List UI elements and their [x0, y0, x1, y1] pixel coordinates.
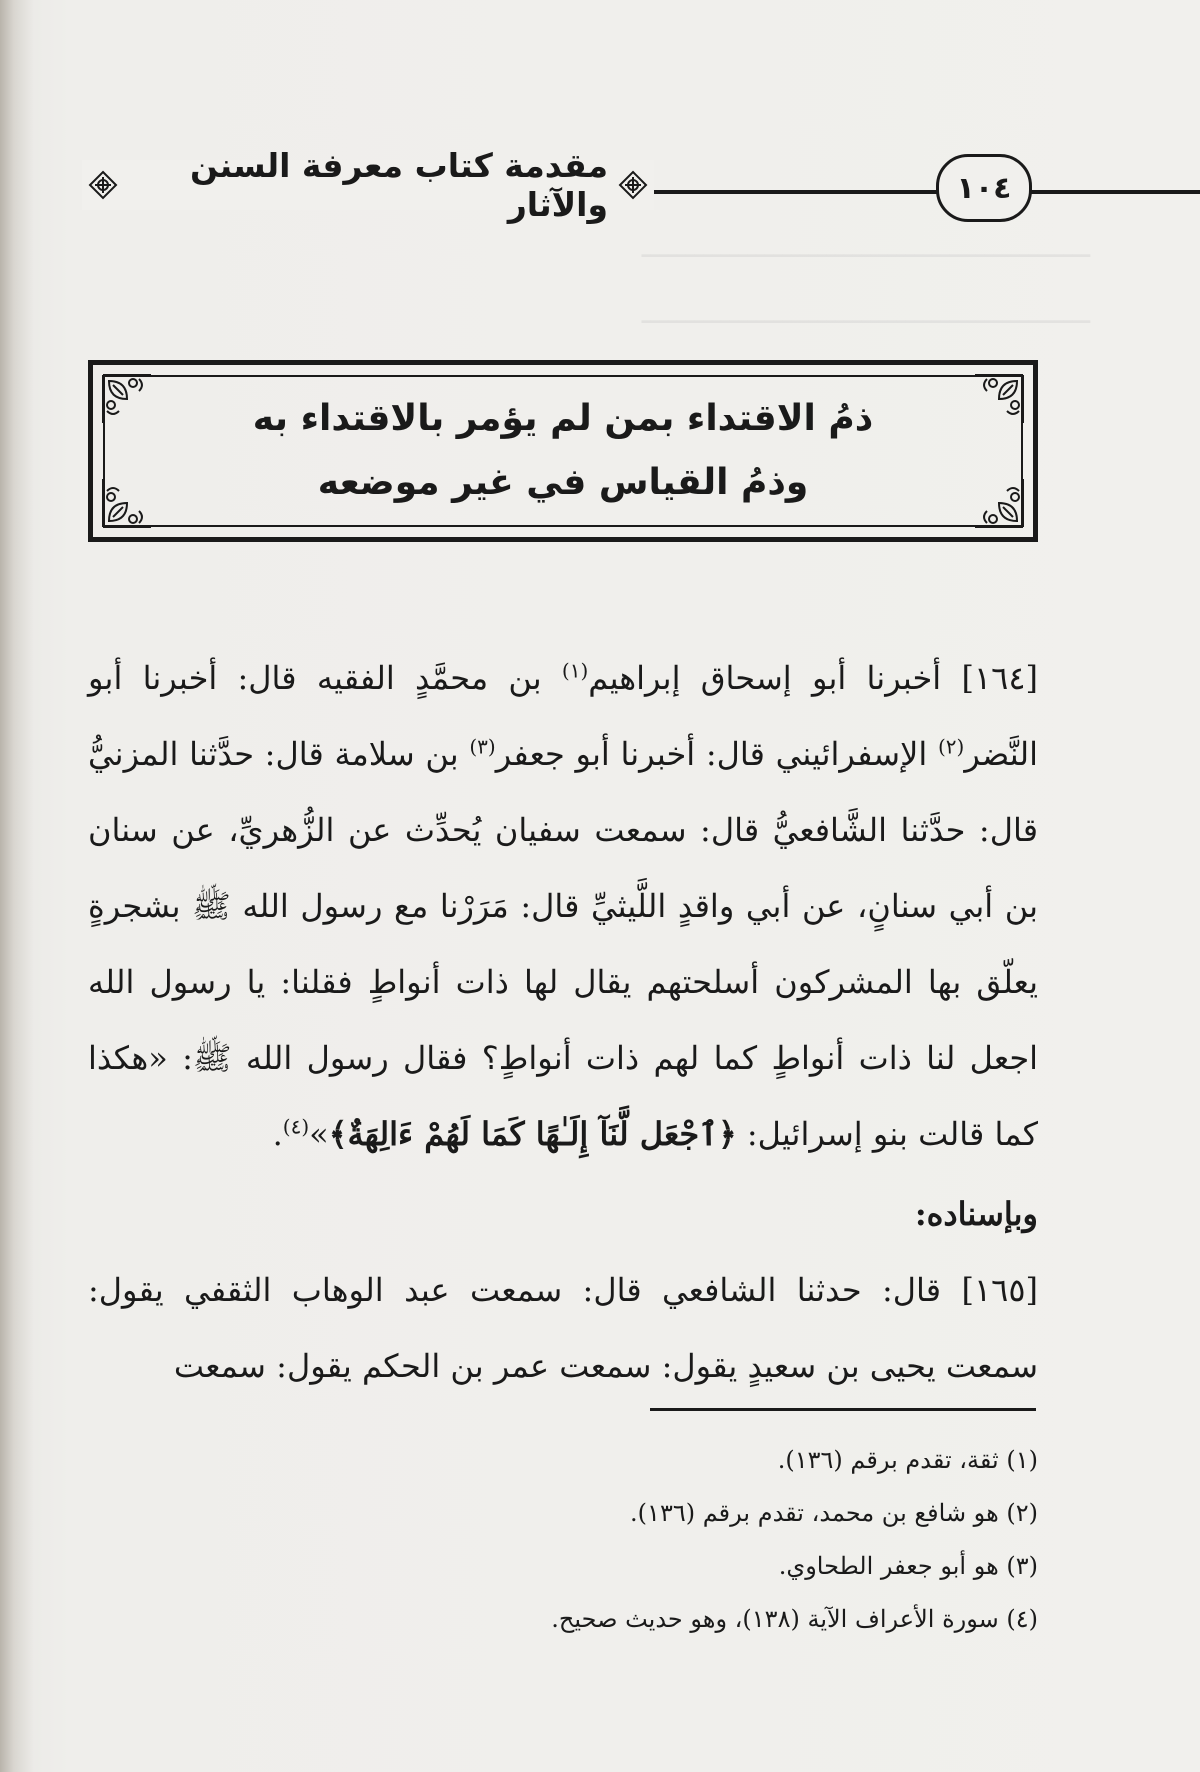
section-title	[153, 387, 973, 515]
show-through-text: ـــــــــــــــــــــــــــــــــــــــــــــــــــ	[641, 296, 1090, 331]
book-title: مقدمة كتاب معرفة السنن والآثار	[189, 146, 608, 224]
footnote-marker[interactable]: (٤)	[282, 1114, 310, 1139]
footnote-item: (٣) هو أبو جعفر الطحاوي.	[778, 1552, 1038, 1580]
footnotes	[88, 1434, 1038, 1646]
corner-ornament-icon	[99, 371, 155, 427]
subheading: وبإسناده:	[914, 1195, 1038, 1233]
footnote-rule	[650, 1408, 1036, 1411]
footnote-marker[interactable]: (٢)	[937, 734, 965, 759]
footnote-item: (٤) سورة الأعراف الآية (١٣٨)، وهو حديث صحيح.	[551, 1605, 1038, 1633]
text-run: .	[272, 1115, 283, 1153]
ornament-icon	[618, 170, 648, 200]
footnote-marker[interactable]: (٣)	[469, 734, 496, 759]
text-run: بن محمَّدٍ الفقيه قال: أخبرنا أبو النَّضر	[88, 659, 1039, 773]
quran-verse: ﴿ٱجْعَل لَّنَآ إِلَـٰهًا كَمَا لَهُمْ ءَالِهَةٌ﴾	[328, 1115, 737, 1153]
show-through-text: ـــــــــــــــــــــــــــــــــــــــــــــــــــ	[641, 230, 1090, 265]
text-run: الإسفرائيني قال: أخبرنا أبو جعفر	[495, 735, 938, 773]
corner-ornament-icon	[971, 475, 1027, 531]
text-run: بن سلامة قال: حدَّثنا المزنيُّ قال: حدَّثنا الشَّافعيُّ قال: سمعت سفيان يُحدِّث عن الزُّهريِّ، عن سنان بن أبي سنانٍ، عن أبي واقدٍ اللَّيثيِّ قال: مَرَرْنا مع رسول الله ﷺ بشجرةٍ يعلّق بها المشركون أسلحتهم يقال لها ذات أنواطٍ فقلنا: يا رسول الله اجعل لنا ذات أنواطٍ كما لهم ذات أنواطٍ؟ فقال رسول الله ﷺ: «هكذا كما قالت بنو إسرائيل:	[88, 735, 1038, 1153]
text-run: »	[309, 1115, 329, 1153]
text-run: [١٦٤] أخبرنا أبو إسحاق إبراهيم	[588, 659, 1039, 697]
corner-ornament-icon	[99, 475, 155, 531]
paragraph-165: [١٦٥] قال: حدثنا الشافعي قال: سمعت عبد الوهاب الثقفي يقول: سمعت يحيى بن سعيدٍ يقول: سمعت عمر بن الحكم يقول: سمعت	[88, 1271, 1039, 1385]
footnote-item: (٢) هو شافع بن محمد، تقدم برقم (١٣٦).	[630, 1499, 1038, 1527]
ornament-icon	[88, 170, 118, 200]
section-title-line: وذمُ القياس في غير موضعه	[317, 462, 809, 503]
page-number: ١٠٤	[936, 154, 1032, 222]
section-title-frame	[88, 360, 1038, 542]
section-title-line: ذمُ الاقتداء بمن لم يؤمر بالاقتداء به	[252, 398, 874, 439]
footnote-marker[interactable]: (١)	[561, 658, 589, 683]
corner-ornament-icon	[971, 371, 1027, 427]
footnote-item: (١) ثقة، تقدم برقم (١٣٦).	[777, 1446, 1038, 1474]
main-text	[88, 640, 1038, 1404]
running-header	[82, 146, 654, 224]
paragraph-164	[88, 640, 1038, 1172]
